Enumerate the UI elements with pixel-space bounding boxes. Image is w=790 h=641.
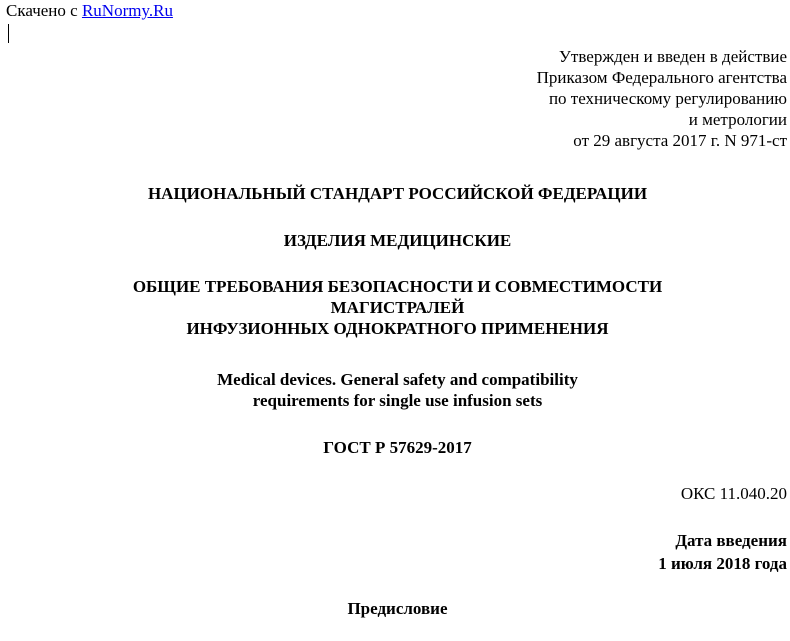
approval-line: по техническому регулированию [548, 89, 787, 108]
national-standard-title: НАЦИОНАЛЬНЫЙ СТАНДАРТ РОССИЙСКОЙ ФЕДЕРАЦИИ [147, 184, 648, 203]
requirements-title-line: ОБЩИЕ ТРЕБОВАНИЯ БЕЗОПАСНОСТИ И СОВМЕСТИМОСТИ [132, 277, 663, 296]
approval-line: Утвержден и введен в действие [558, 47, 787, 66]
english-title-line: Medical devices. General safety and compatibility [217, 370, 578, 389]
english-title-line: requirements for single use infusion sets [252, 391, 543, 410]
approval-line: Приказом Федерального агентства [536, 68, 787, 87]
requirements-title-line: ИНФУЗИОННЫХ ОДНОКРАТНОГО ПРИМЕНЕНИЯ [186, 319, 609, 338]
text-cursor [8, 24, 9, 43]
source-prefix: Скачено с [6, 1, 82, 20]
runormy-link[interactable]: RuNormy.Ru [81, 1, 173, 20]
gost-code: ГОСТ Р 57629-2017 [323, 438, 472, 457]
okc-code: ОКС 11.040.20 [680, 484, 787, 503]
approval-block [387, 46, 787, 151]
english-title [0, 369, 790, 411]
requirements-title-line: МАГИСТРАЛЕЙ [330, 298, 465, 317]
approval-line: от 29 августа 2017 г. N 971-ст [573, 131, 787, 150]
requirements-title [0, 276, 790, 339]
intro-date-label: Дата введения [675, 531, 787, 550]
preface-heading: Предисловие [347, 599, 448, 618]
product-title: ИЗДЕЛИЯ МЕДИЦИНСКИЕ [283, 231, 512, 250]
source-line [6, 0, 173, 22]
intro-date [658, 529, 787, 575]
intro-date-value: 1 июля 2018 года [658, 554, 787, 573]
approval-line: и метрологии [688, 110, 787, 129]
